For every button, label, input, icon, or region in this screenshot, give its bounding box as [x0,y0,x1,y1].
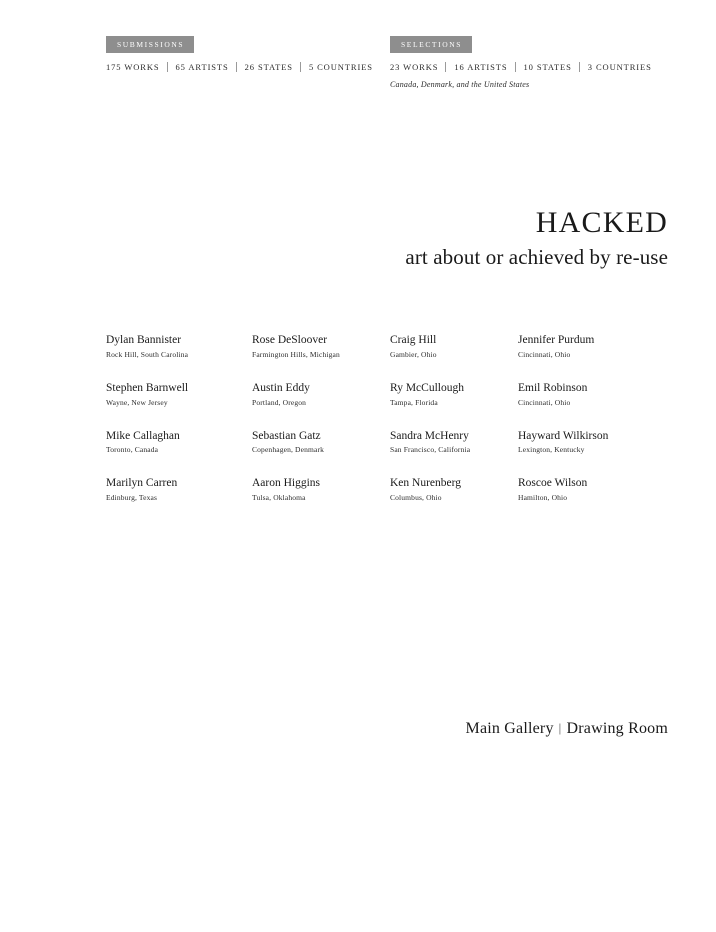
artist-location: Wayne, New Jersey [106,397,168,407]
artist-location: Cincinnati, Ohio [518,397,571,407]
artist-name: Jennifer Purdum [518,334,595,346]
artist-location: Copenhagen, Denmark [252,445,324,455]
artist-name: Roscoe Wilson [518,477,588,490]
artist-name: Hayward Wilkirson [518,429,609,442]
list-item [518,430,666,455]
artist-name: Rose DeSloover [252,334,328,346]
list-item [390,334,518,359]
submissions-stat: 65 ARTISTS [167,62,236,72]
selections-stats-row [390,62,659,72]
artist-location: Toronto, Canada [106,445,159,455]
page-title: HACKED [535,206,668,239]
artist-location: Gambier, Ohio [390,349,437,359]
list-item [252,477,390,502]
artist-name: Sebastian Gatz [252,429,321,442]
artist-name: Aaron Higgins [252,477,321,490]
artist-name: Sandra McHenry [390,429,469,442]
gallery-location-drawing-room: Drawing Room [566,720,668,737]
gallery-location-main: Main Gallery [465,720,554,737]
gallery-locations [466,720,668,738]
selections-stat: 16 ARTISTS [445,62,514,72]
list-item [106,334,252,359]
list-item [390,382,518,407]
selections-stats-block [390,34,659,89]
artist-name: Dylan Bannister [106,334,182,346]
list-item [252,430,390,455]
selections-label: SELECTIONS [390,36,472,53]
artist-name: Stephen Barnwell [106,381,189,394]
artist-location: Lexington, Kentucky [518,445,585,455]
page-subtitle: art about or achieved by re-use [405,245,668,269]
artist-location: Portland, Oregon [252,397,307,407]
artist-name: Craig Hill [390,334,437,346]
artist-name: Mike Callaghan [106,429,180,442]
submissions-stats-block [106,34,380,72]
artist-name: Ry McCullough [390,381,464,394]
list-item [252,382,390,407]
list-item [390,477,518,502]
artist-location: Farmington Hills, Michigan [252,349,340,359]
list-item [390,430,518,455]
submissions-stat: 175 WORKS [106,62,160,72]
artist-name: Ken Nurenberg [390,477,461,490]
artist-location: San Francisco, California [390,445,471,455]
list-item [252,334,390,359]
artist-name: Marilyn Carren [106,477,178,490]
selections-countries-note: Canada, Denmark, and the United States [390,80,530,89]
submissions-stat: 5 COUNTRIES [300,62,380,72]
selections-stat: 3 COUNTRIES [579,62,659,72]
list-item [518,382,666,407]
submissions-stat: 26 STATES [236,62,300,72]
selections-stat: 23 WORKS [390,62,439,72]
artist-location: Rock Hill, South Carolina [106,349,189,359]
artist-location: Hamilton, Ohio [518,493,568,503]
submissions-stats-row [106,62,380,72]
artist-location: Tampa, Florida [390,397,438,407]
artist-list [106,334,666,502]
title-block [405,206,668,269]
artist-location: Cincinnati, Ohio [518,349,571,359]
artist-location: Tulsa, Oklahoma [252,493,306,503]
list-item [106,477,252,502]
list-item [106,382,252,407]
selections-stat: 10 STATES [515,62,579,72]
artist-name: Austin Eddy [252,381,310,394]
list-item [518,477,666,502]
artist-location: Columbus, Ohio [390,493,442,503]
submissions-label: SUBMISSIONS [106,36,194,53]
list-item [518,334,666,359]
location-separator: | [558,720,562,735]
artist-name: Emil Robinson [518,381,588,394]
artist-location: Edinburg, Texas [106,493,158,503]
list-item [106,430,252,455]
